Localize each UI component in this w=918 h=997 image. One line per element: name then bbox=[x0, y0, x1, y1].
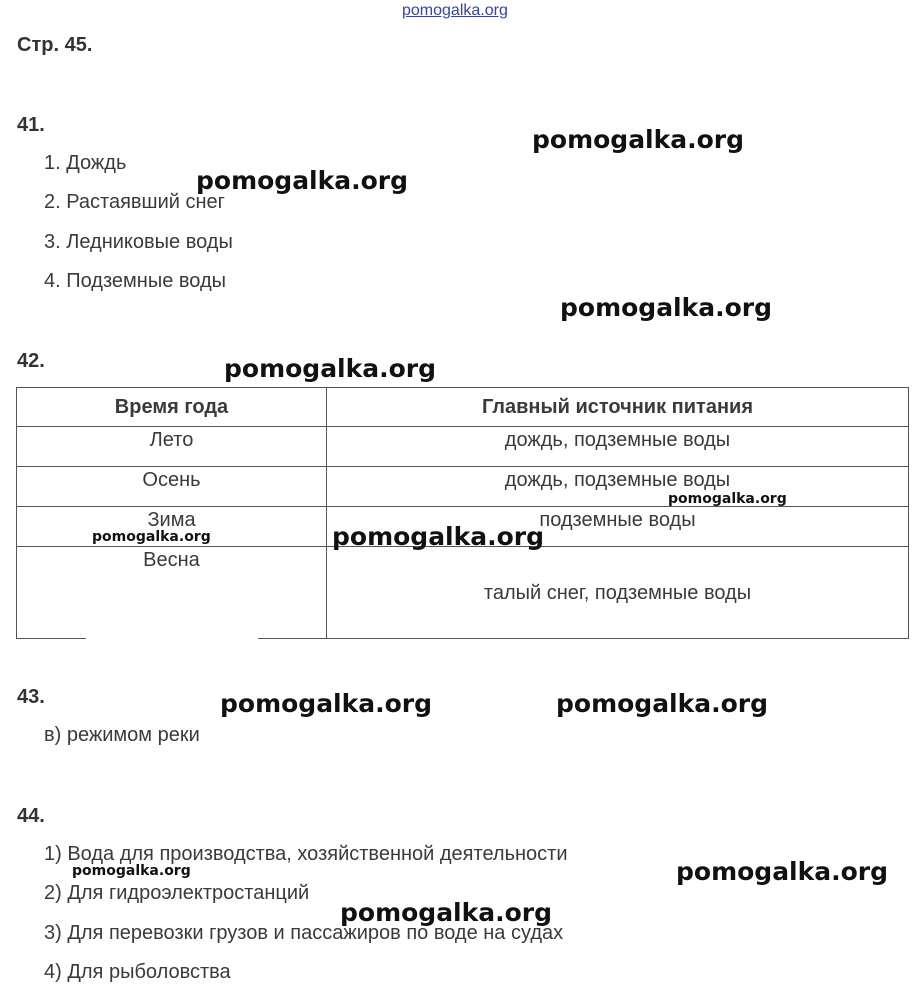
watermark-text: pomogalka.org bbox=[224, 354, 437, 383]
source-column-header: Главный источник питания bbox=[327, 388, 909, 427]
q41-item: 1. Дождь bbox=[44, 152, 127, 174]
watermark-text: pomogalka.org bbox=[340, 898, 553, 927]
watermark-text: pomogalka.org bbox=[532, 125, 745, 154]
watermark-text: pomogalka.org bbox=[72, 863, 191, 879]
page-reference: Стр. 45. bbox=[17, 34, 93, 56]
watermark-text: pomogalka.org bbox=[556, 689, 769, 718]
watermark-text: pomogalka.org bbox=[196, 166, 409, 195]
watermark-text: pomogalka.org bbox=[668, 491, 787, 507]
q44-item: 2) Для гидроэлектростанций bbox=[44, 882, 310, 904]
q44-item: 4) Для рыболовства bbox=[44, 961, 231, 983]
source-cell: талый снег, подземные воды bbox=[327, 547, 909, 639]
question-41-number: 41. bbox=[17, 114, 45, 136]
season-cell: Лето bbox=[17, 427, 327, 467]
table-row bbox=[17, 547, 909, 639]
watermark-text: pomogalka.org bbox=[92, 529, 211, 545]
q41-item: 3. Ледниковые воды bbox=[44, 231, 233, 253]
watermark-text: pomogalka.org bbox=[676, 857, 889, 886]
q44-item: 3) Для перевозки грузов и пассажиров по воде на судах bbox=[44, 922, 564, 944]
watermark-text: pomogalka.org bbox=[220, 689, 433, 718]
question-44-number: 44. bbox=[17, 805, 45, 827]
question-43-number: 43. bbox=[17, 686, 45, 708]
source-cell: дождь, подземные воды bbox=[327, 467, 909, 507]
source-cell: подземные воды bbox=[327, 507, 909, 547]
season-cell: Зима bbox=[17, 507, 327, 547]
site-watermark-link[interactable]: pomogalka.org bbox=[402, 2, 508, 19]
table-border-gap bbox=[86, 638, 258, 646]
season-cell: Осень bbox=[17, 467, 327, 507]
source-cell: дождь, подземные воды bbox=[327, 427, 909, 467]
watermark-text: pomogalka.org bbox=[560, 293, 773, 322]
question-42-number: 42. bbox=[17, 350, 45, 372]
water-source-table bbox=[16, 387, 909, 639]
season-column-header: Время года bbox=[17, 388, 327, 427]
q41-item: 2. Растаявший снег bbox=[44, 191, 225, 213]
watermark-text: pomogalka.org bbox=[332, 522, 545, 551]
table-row bbox=[17, 427, 909, 467]
season-cell: Весна bbox=[17, 547, 327, 639]
table-header-row bbox=[17, 388, 909, 427]
q44-item: 1) Вода для производства, хозяйственной деятельности bbox=[44, 843, 568, 865]
q41-item: 4. Подземные воды bbox=[44, 270, 227, 292]
q43-answer: в) режимом реки bbox=[44, 724, 200, 746]
